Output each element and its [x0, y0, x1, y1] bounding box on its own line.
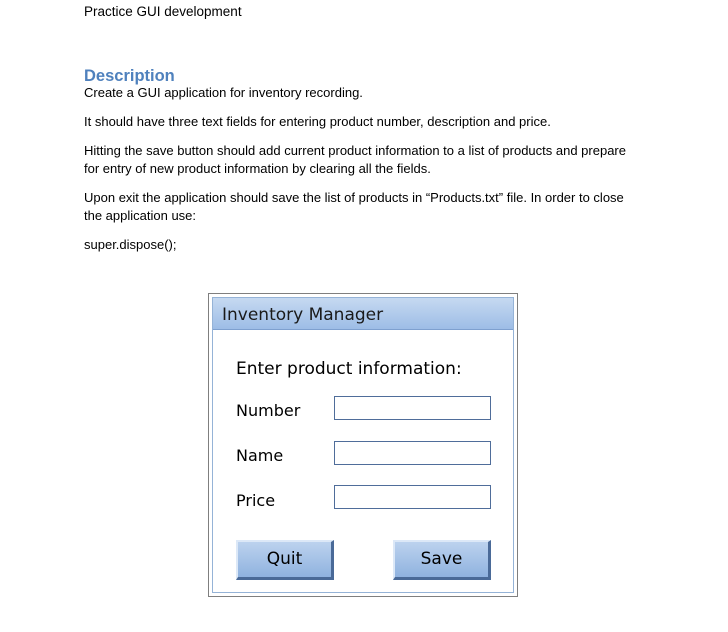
save-button[interactable]: Save [393, 540, 491, 580]
prompt-label: Enter product information: [236, 359, 462, 379]
description-heading: Description [84, 67, 175, 85]
subject-line: Practice GUI development [84, 4, 242, 19]
code-line: super.dispose(); [84, 237, 177, 252]
window-titlebar [213, 298, 513, 330]
name-label: Name [236, 446, 284, 465]
mockup-window [212, 297, 514, 593]
window-title: Inventory Manager [222, 305, 384, 325]
document-body [84, 4, 644, 252]
inventory-manager-mockup [208, 293, 518, 597]
paragraph-1: Create a GUI application for inventory recording. [84, 85, 363, 100]
paragraph-4: Upon exit the application should save the list of products in “Products.txt” file. In order to close the application use: [84, 190, 624, 223]
price-field[interactable] [334, 485, 491, 509]
name-field[interactable] [334, 441, 491, 465]
paragraph-2: It should have three text fields for entering product number, description and price. [84, 114, 551, 129]
number-field[interactable] [334, 396, 491, 420]
price-label: Price [236, 491, 276, 510]
paragraph-3: Hitting the save button should add current product information to a list of products and prepare for entry of new product information by clearing all the fields. [84, 143, 626, 176]
number-label: Number [236, 401, 301, 420]
quit-button[interactable]: Quit [236, 540, 334, 580]
